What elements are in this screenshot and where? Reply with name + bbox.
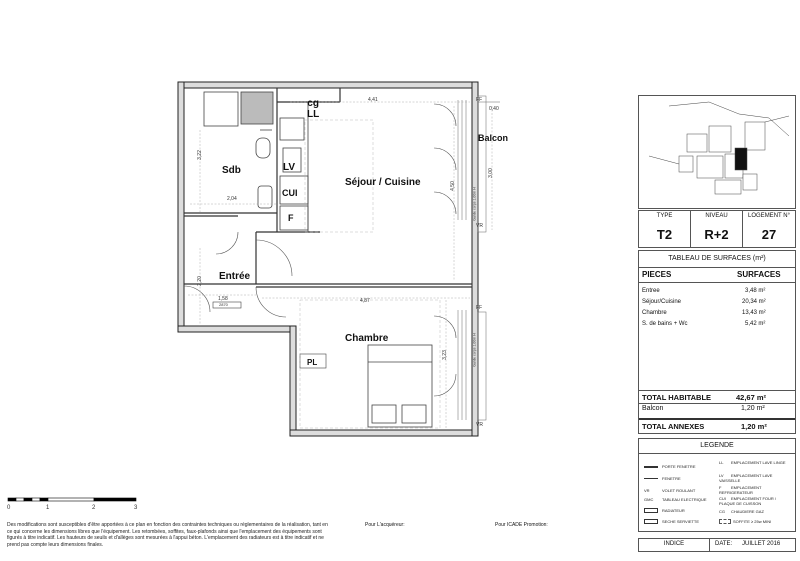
room-label-balcon: Balcon xyxy=(478,133,509,143)
legend-box xyxy=(638,438,796,532)
room-label-pl: PL xyxy=(307,358,318,367)
room-label-lv: LV xyxy=(283,162,296,173)
room-label-f: F xyxy=(288,213,294,223)
legend-item-fenetre: FENETRE xyxy=(644,476,681,481)
dimension-label: 4,41 xyxy=(368,97,378,103)
col-pieces-header: PIECES xyxy=(642,270,672,279)
garde-corps-label: Garde corps 1,00m H xyxy=(472,187,477,221)
signature-acquereur: Pour L'acquéreur: xyxy=(365,522,405,528)
legend-item-volet: VR VOLET ROULANT xyxy=(644,488,696,493)
dimension-label: 0,40 xyxy=(489,106,499,112)
dimension-label: 3,00 xyxy=(487,168,494,178)
ff-label: FF xyxy=(476,97,483,103)
scale-label: 1 xyxy=(46,505,50,511)
legend-item-four: CUI EMPLACEMENT FOUR / PLAQUE DE CUISSON xyxy=(719,496,777,506)
total-annexes-value: 1,20 m² xyxy=(741,422,767,431)
scale-label: 0 xyxy=(7,505,11,511)
legend-item-soffite: SOFFITE ≥ 25w MINI xyxy=(719,519,793,524)
total-habitable-label: TOTAL HABITABLE xyxy=(642,393,712,402)
room-label-sdb: Sdb xyxy=(222,165,241,176)
legend-item-chaudiere: CG CHAUDIERE GAZ xyxy=(719,509,764,514)
scale-label: 3 xyxy=(134,505,138,511)
balcon-label: Balcon xyxy=(642,405,664,412)
dimension-label: 3,22 xyxy=(196,150,203,160)
signature-promotion: Pour ICADE Promotion: xyxy=(495,522,548,528)
dimension-label: 2,04 xyxy=(227,196,237,202)
total-annexes-label: TOTAL ANNEXES xyxy=(642,422,705,431)
legend-item-refrigerateur: F EMPLACEMENT REFRIGERATEUR xyxy=(719,485,762,495)
legend-item-tableau: GMC TABLEAU ELECTRIQUE xyxy=(644,497,707,502)
room-label-cui: CUI xyxy=(282,188,298,198)
total-habitable-value: 42,67 m² xyxy=(736,393,767,402)
room-label-chambre: Chambre xyxy=(345,333,389,344)
dimension-label: 2,20 xyxy=(196,276,203,286)
legend-item-seche-serviette: SECHE SERVIETTE xyxy=(644,519,699,524)
vr-label: VR xyxy=(476,223,483,229)
logement-box: LOGEMENT N° 27 xyxy=(742,210,796,248)
vr-label: VR xyxy=(476,422,483,428)
balcon-value: 1,20 m² xyxy=(741,405,765,412)
dimension-label: 1,58 xyxy=(218,296,228,302)
niveau-box: NIVEAU R+2 xyxy=(690,210,743,248)
location-map xyxy=(638,95,796,209)
type-box: TYPE T2 xyxy=(638,210,691,248)
ff-label: FF xyxy=(476,305,483,311)
dimension-label: 2870 xyxy=(219,302,228,307)
legend-item-lave-vaisselle: LV EMPLACEMENT LAVE VAISSELLE xyxy=(719,473,773,483)
garde-corps-label: Garde corps 1,00m H xyxy=(472,333,477,367)
indice-box: INDICE xyxy=(638,538,710,552)
legend-item-lave-linge: LL EMPLACEMENT LAVE LINGE xyxy=(719,460,786,465)
disclaimer-text: Des modifications sont susceptibles d'être apportées à ce plan en fonction des contraintes techniques ou réglementaires de la réalisation, tant en ce qui concerne les dimensions libres que l'équipement. Les retombées, soffites, faux-plafonds ainsi que l'emplacement des équipements sont figurés à titre indicatif. Les hauteurs de seuils et d'allèges sont mesurées à l'appui béton. L'emplacement des radiateurs est à titre indicatif et ne prend pas compte leurs dimensions finales. xyxy=(7,522,328,548)
scale-label: 2 xyxy=(92,505,96,511)
dimension-label: 4,50 xyxy=(449,181,456,191)
legend-title: LEGENDE xyxy=(700,442,734,449)
dimension-label: 4,87 xyxy=(360,298,370,304)
date-box: DATE: JUILLET 2016 xyxy=(709,538,796,552)
surfaces-title: TABLEAU DE SURFACES (m²) xyxy=(668,255,766,262)
dimension-label: 3,23 xyxy=(441,350,448,360)
room-label-sejour: Séjour / Cuisine xyxy=(345,177,421,188)
col-surfaces-header: SURFACES xyxy=(737,270,781,279)
room-label-entree: Entrée xyxy=(219,271,251,282)
legend-item-porte-fenetre: PORTE FENETRE xyxy=(644,464,696,469)
room-label-cg-ll: cg LL xyxy=(307,98,320,120)
surfaces-table: TABLEAU DE SURFACES (m²) PIECES SURFACES Entree 3,48 m² Séjour/Cuisine 20,34 m² Chambre 13,43 m² S. de bains + Wc 5,42 m² TOTAL HABITABLE 42,67 m² Balcon 1,20 m² TOTAL ANNEXES 1,20 m² xyxy=(638,250,796,434)
legend-item-radiateur: RADIATEUR xyxy=(644,508,685,513)
